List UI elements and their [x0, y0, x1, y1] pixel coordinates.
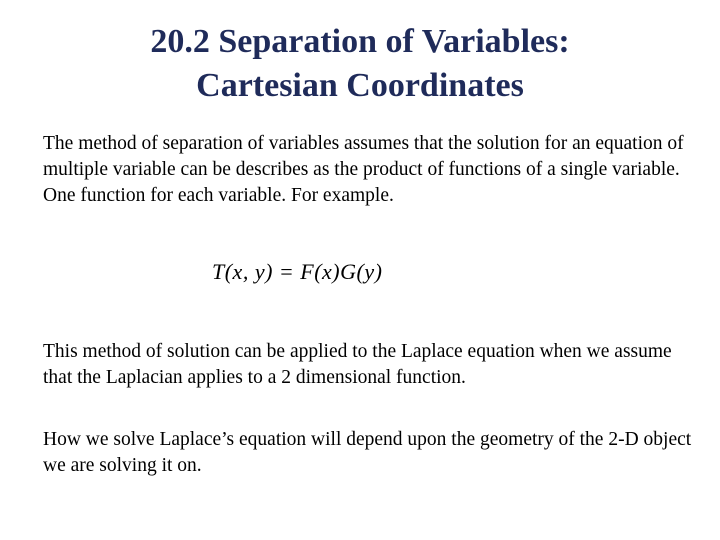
paragraph-laplace-application: This method of solution can be applied to the Laplace equation when we assume that the Laplacian applies to a 2 dimensional function.: [43, 341, 672, 388]
paragraph-separation-method: The method of separation of variables assumes that the solution for an equation of multiple variable can be describes as the product of functions of a single variable. One function for each variable. For example.: [43, 133, 684, 206]
paragraph-geometry-dependence: How we solve Laplace’s equation will depend upon the geometry of the 2-D object we are solving it on.: [43, 429, 692, 476]
title-line-1: 20.2 Separation of Variables:: [150, 23, 570, 60]
slide-title: [0, 20, 720, 108]
equation-product-form: T(x, y) = F(x)G(y): [212, 259, 383, 284]
title-line-2: Cartesian Coordinates: [196, 67, 524, 104]
